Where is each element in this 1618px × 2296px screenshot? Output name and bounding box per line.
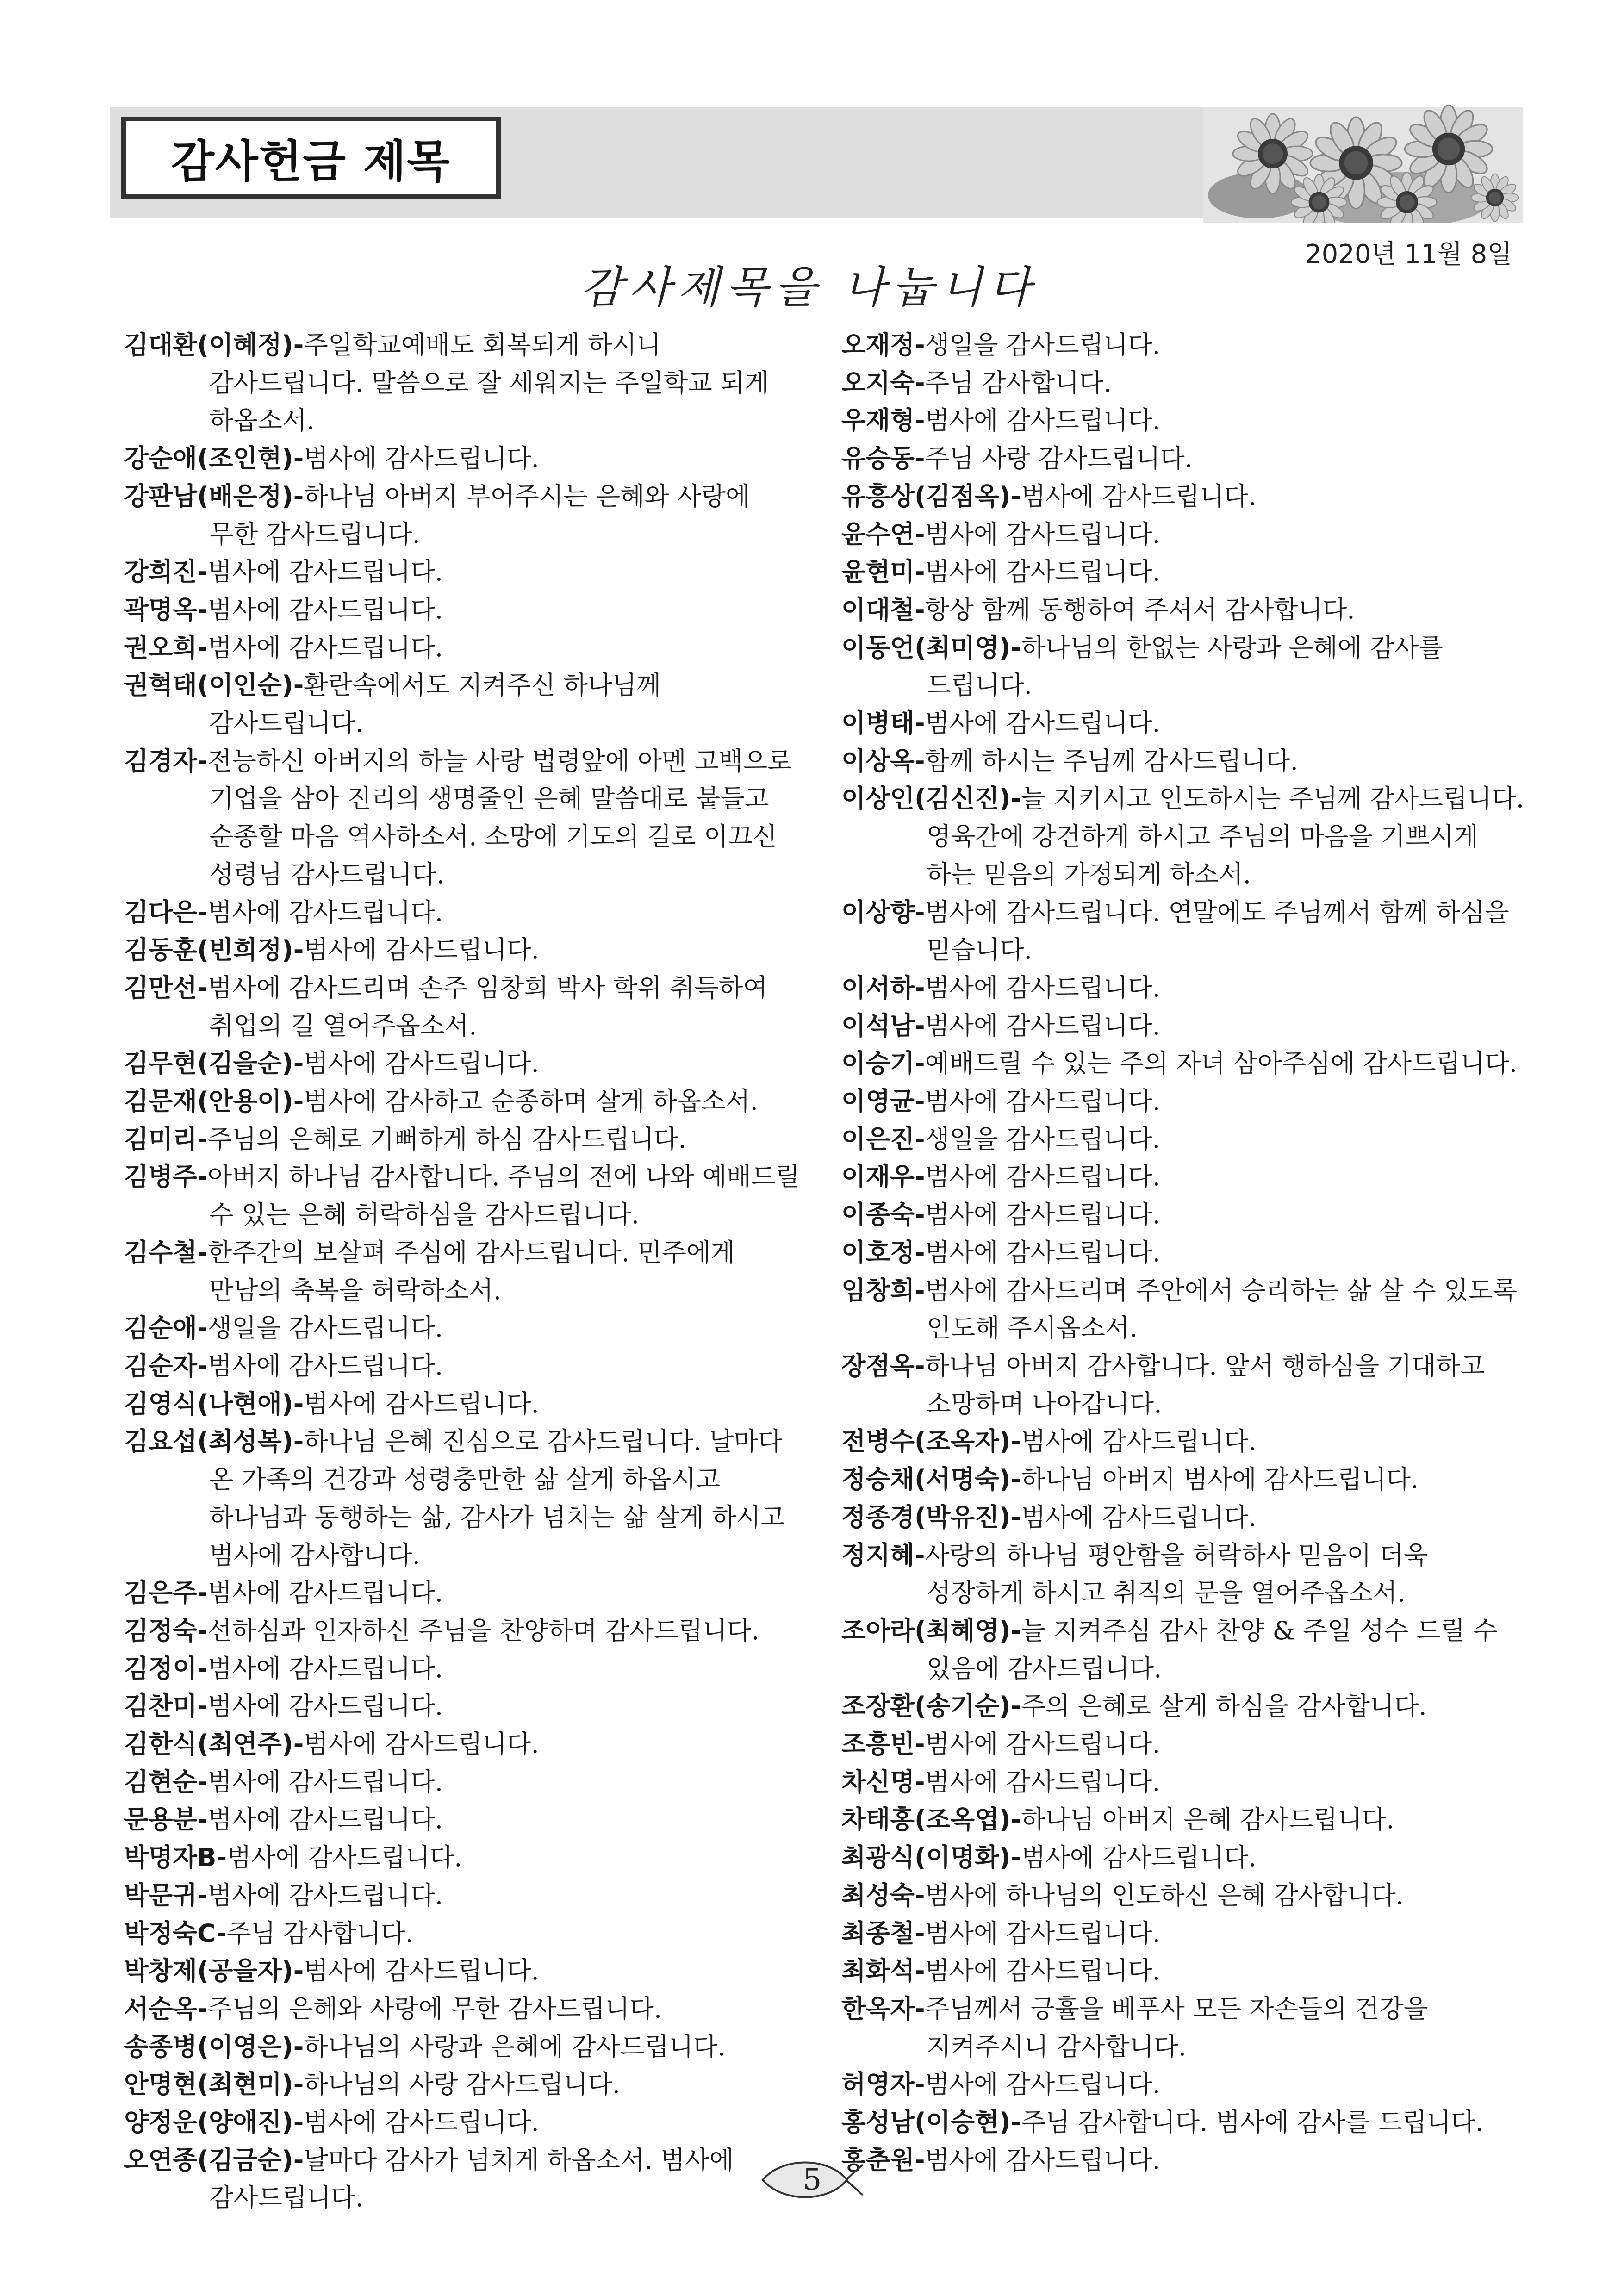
donor-name: 김순애-	[124, 1313, 208, 1343]
donor-entry	[841, 2066, 1526, 2103]
donor-entry	[124, 894, 804, 932]
donor-name: 양정운(양애진)-	[124, 2107, 304, 2137]
thanks-message: 주님 감사합니다. 범사에 감사를 드립니다.	[1021, 2107, 1484, 2137]
thanks-message: 주님 감사합니다.	[226, 1918, 413, 1948]
donor-entry	[841, 402, 1526, 440]
thanks-message: 범사에 감사드립니다.	[207, 1691, 443, 1721]
thanks-message: 한주간의 보살펴 주심에 감사드립니다. 민주에게 만남의 축복을 허락하소서.	[207, 1237, 735, 1305]
donor-entry	[841, 1763, 1526, 1801]
donor-name: 이승기-	[841, 1048, 925, 1078]
donor-entry	[841, 1007, 1526, 1045]
thanks-message: 범사에 감사드립니다.	[304, 935, 539, 965]
donor-name: 정종경(박유진)-	[841, 1502, 1021, 1532]
thanks-message: 범사에 감사드립니다.	[925, 405, 1161, 436]
donor-entry	[124, 1915, 804, 1953]
donor-entry	[841, 1990, 1526, 2066]
donor-entry	[124, 1083, 804, 1120]
donor-entry	[841, 591, 1526, 629]
thanks-message: 사랑의 하나님 평안함을 허락하사 믿음이 더욱 성장하게 하시고 취직의 문을 열어주옵소서.	[925, 1540, 1428, 1608]
donor-name: 오지숙-	[841, 367, 925, 398]
donor-name: 권혁태(이인순)-	[124, 670, 304, 700]
donor-entry	[124, 440, 804, 478]
donor-name: 김다은-	[124, 897, 208, 927]
thanks-message: 범사에 감사드립니다.	[304, 1388, 539, 1419]
donor-name: 안명현(최현미)-	[124, 2069, 304, 2099]
donor-name: 김경자-	[124, 746, 208, 776]
donor-name: 박정숙C-	[124, 1918, 227, 1948]
donor-entry	[124, 2103, 804, 2141]
thanks-message: 범사에 감사드립니다.	[207, 1578, 443, 1608]
donor-name: 허영자-	[841, 2069, 925, 2099]
donor-entry	[124, 1612, 804, 1650]
donor-name: 김수철-	[124, 1237, 208, 1267]
donor-entry	[124, 2066, 804, 2103]
donor-entry	[124, 1158, 804, 1233]
thanks-message: 선하심과 인자하신 주님을 찬양하며 감사드립니다.	[207, 1615, 759, 1645]
section-subtitle: 감사제목을 나눕니다	[580, 262, 1038, 313]
donor-name: 김영식(나현애)-	[124, 1388, 304, 1419]
donor-entry	[841, 2141, 1526, 2179]
donor-name: 최종철-	[841, 1918, 925, 1948]
thanks-message: 아버지 하나님 감사합니다. 주님의 전에 나와 예배드릴 수 있는 은혜 허락하심을 감사드립니다.	[207, 1162, 800, 1230]
donor-name: 윤수연-	[841, 519, 925, 549]
donor-name: 차신명-	[841, 1767, 925, 1797]
donor-name: 홍춘원-	[841, 2145, 925, 2175]
donor-entry	[124, 1877, 804, 1915]
donor-entry	[124, 931, 804, 969]
donor-name: 김병주-	[124, 1162, 208, 1192]
donor-entry	[124, 1234, 804, 1309]
donor-name: 강희진-	[124, 557, 208, 587]
donor-entry	[841, 1537, 1526, 1612]
thanks-message: 항상 함께 동행하여 주셔서 감사합니다.	[925, 594, 1355, 624]
donor-name: 이상옥-	[841, 746, 925, 776]
thanks-message: 범사에 감사드립니다.	[925, 1086, 1161, 1116]
donor-entry	[841, 1687, 1526, 1725]
donor-name: 김동훈(빈희정)-	[124, 935, 304, 965]
thanks-message: 예배드릴 수 있는 주의 자녀 삼아주심에 감사드립니다.	[925, 1048, 1518, 1078]
donor-name: 최광식(이명화)-	[841, 1842, 1021, 1873]
donor-name: 박창제(공을자)-	[124, 1956, 304, 1986]
thanks-message: 범사에 감사하고 순종하며 살게 하옵소서.	[304, 1086, 758, 1116]
thanks-message: 하나님의 사랑과 은혜에 감사드립니다.	[304, 2031, 726, 2061]
donor-name: 김대환(이혜정)-	[124, 330, 304, 360]
thanks-message: 범사에 감사드립니다.	[304, 2107, 539, 2137]
thanks-message: 범사에 감사드리며 손주 임창희 박사 학위 취득하여 취업의 길 열어주옵소서.	[207, 972, 768, 1040]
donor-entry	[124, 1839, 804, 1877]
issue-date: 2020년 11월 8일	[1305, 239, 1512, 269]
donor-entry	[841, 1801, 1526, 1839]
thanks-message: 범사에 감사드립니다.	[1021, 481, 1257, 511]
donor-entry	[841, 1083, 1526, 1120]
donor-name: 김무현(김을순)-	[124, 1048, 304, 1078]
donor-entry	[841, 478, 1526, 516]
donor-name: 김미리-	[124, 1124, 208, 1154]
thanks-message: 범사에 감사드립니다.	[925, 557, 1161, 587]
donor-name: 김만선-	[124, 972, 208, 1002]
donor-name: 우재형-	[841, 405, 925, 436]
title-box	[121, 117, 501, 199]
donor-entry	[841, 1915, 1526, 1953]
donor-entry	[124, 969, 804, 1045]
thanks-message: 하나님의 사랑 감사드립니다.	[304, 2069, 621, 2099]
donor-name: 김순자-	[124, 1350, 208, 1381]
donor-entry	[841, 1952, 1526, 1990]
thanks-message: 늘 지키시고 인도하시는 주님께 감사드립니다. 영육간에 강건하게 하시고 주님의 마음을 기쁘시게 하는 믿음의 가정되게 하소서.	[927, 784, 1525, 889]
thanks-message: 주님의 은혜로 기뻐하게 하심 감사드립니다.	[207, 1124, 686, 1154]
donor-name: 정지혜-	[841, 1540, 925, 1570]
donor-entry	[124, 1120, 804, 1158]
thanks-message: 주의 은혜로 살게 하심을 감사합니다.	[1021, 1691, 1427, 1721]
thanks-message: 생일을 감사드립니다.	[925, 1124, 1161, 1154]
donor-entry	[841, 440, 1526, 478]
donor-name: 이재우-	[841, 1162, 925, 1192]
thanks-message: 하나님 아버지 감사합니다. 앞서 행하심을 기대하고 소망하며 나아갑니다.	[925, 1350, 1485, 1419]
donor-entry	[124, 666, 804, 742]
thanks-message: 하나님 은혜 진심으로 감사드립니다. 날마다 온 가족의 건강과 성령충만한 삶 살게 하옵시고 하나님과 동행하는 삶, 감사가 넘치는 삶 살게 하시고 범사에 감사합니다.	[209, 1426, 785, 1570]
donor-entry	[841, 2103, 1526, 2141]
donor-name: 이석남-	[841, 1010, 925, 1040]
thanks-message: 범사에 감사드립니다.	[925, 1237, 1161, 1267]
right-column	[841, 326, 1526, 2179]
donor-name: 김현순-	[124, 1767, 208, 1797]
donor-name: 문용분-	[124, 1804, 208, 1835]
thanks-message: 주님 감사합니다.	[925, 367, 1112, 398]
donor-name: 홍성남(이승현)-	[841, 2107, 1021, 2137]
thanks-message: 주님 사랑 감사드립니다.	[925, 443, 1193, 473]
thanks-message: 범사에 감사드립니다.	[304, 1729, 539, 1759]
thanks-message: 범사에 감사드립니다.	[1021, 1502, 1257, 1532]
donor-name: 유승동-	[841, 443, 925, 473]
donor-entry	[841, 742, 1526, 780]
thanks-message: 날마다 감사가 넘치게 하옵소서. 범사에 감사드립니다.	[209, 2145, 734, 2213]
thanks-message: 하나님 아버지 부어주시는 은혜와 사랑에 무한 감사드립니다.	[209, 481, 750, 549]
donor-name: 이상향-	[841, 897, 925, 927]
donor-entry	[124, 478, 804, 553]
donor-entry	[124, 1574, 804, 1612]
donor-entry	[841, 1839, 1526, 1877]
thanks-message: 범사에 감사드립니다.	[207, 1767, 443, 1797]
donor-entry	[124, 1952, 804, 1990]
donor-entry	[841, 1120, 1526, 1158]
thanks-message: 범사에 감사드립니다.	[925, 2145, 1161, 2175]
donor-name: 조흥빈-	[841, 1729, 925, 1759]
sunflower-bouquet-icon	[1203, 103, 1523, 223]
donor-name: 조아라(최혜영)-	[841, 1615, 1021, 1645]
donor-name: 송종병(이영은)-	[124, 2031, 304, 2061]
donor-entry	[841, 1158, 1526, 1196]
donor-entry	[841, 969, 1526, 1007]
page-number: 5	[803, 2163, 822, 2197]
thanks-message: 범사에 감사드립니다.	[925, 1010, 1161, 1040]
donor-entry	[841, 780, 1526, 893]
donor-name: 곽명옥-	[124, 594, 208, 624]
donor-entry	[124, 629, 804, 667]
page-number-badge	[759, 2154, 865, 2205]
donor-name: 오재정-	[841, 330, 925, 360]
thanks-message: 주님께서 긍휼을 베푸사 모든 자손들의 건강을 지켜주시니 감사합니다.	[925, 1993, 1428, 2061]
thanks-message: 범사에 감사드립니다.	[207, 594, 443, 624]
thanks-message: 범사에 감사드립니다.	[304, 443, 539, 473]
donor-entry	[841, 1423, 1526, 1461]
thanks-message: 주일학교예배도 회복되게 하시니 감사드립니다. 말씀으로 잘 세워지는 주일학교 되게 하옵소서.	[209, 330, 769, 436]
donor-entry	[124, 1687, 804, 1725]
thanks-message: 범사에 감사드립니다.	[207, 1653, 443, 1683]
thanks-message: 함께 하시는 주님께 감사드립니다.	[925, 746, 1298, 776]
donor-name: 이호정-	[841, 1237, 925, 1267]
thanks-message: 환란속에서도 지켜주신 하나님께 감사드립니다.	[209, 670, 661, 738]
donor-name: 이상인(김신진)-	[841, 784, 1021, 814]
donor-name: 최화석-	[841, 1956, 925, 1986]
donor-name: 전병수(조옥자)-	[841, 1426, 1021, 1456]
donor-entry	[124, 742, 804, 894]
donor-name: 박문귀-	[124, 1880, 208, 1910]
thanks-message: 범사에 감사드립니다. 연말에도 주님께서 함께 하심을 믿습니다.	[925, 897, 1509, 965]
thanks-message: 전능하신 아버지의 하늘 사랑 법령앞에 아멘 고백으로 기업을 삼아 진리의 생명줄인 은혜 말씀대로 붙들고 순종할 마음 역사하소서. 소망에 기도의 길로 이끄신 성령님 감사드립니다.	[207, 746, 792, 889]
thanks-message: 범사에 감사드립니다.	[925, 519, 1161, 549]
thanks-message: 범사에 감사드립니다.	[207, 632, 443, 662]
donor-name: 강판남(배은정)-	[124, 481, 304, 511]
donor-entry	[124, 1423, 804, 1574]
donor-name: 이병태-	[841, 708, 925, 738]
donor-entry	[841, 326, 1526, 364]
donor-name: 이은진-	[841, 1124, 925, 1154]
donor-entry	[841, 553, 1526, 591]
thanks-message: 범사에 감사드립니다.	[207, 557, 443, 587]
donor-name: 김정이-	[124, 1653, 208, 1683]
thanks-message: 범사에 감사드립니다.	[925, 1956, 1161, 1986]
thanks-message: 범사에 감사드립니다.	[925, 1729, 1161, 1759]
donor-name: 박명자B-	[124, 1842, 227, 1873]
thanks-message: 범사에 감사드립니다.	[207, 1350, 443, 1381]
donor-name: 권오희-	[124, 632, 208, 662]
thanks-message: 범사에 감사드립니다.	[925, 972, 1161, 1002]
thanks-message: 범사에 하나님의 인도하신 은혜 감사합니다.	[925, 1880, 1404, 1910]
donor-name: 이동언(최미영)-	[841, 632, 1021, 662]
donor-entry	[841, 1045, 1526, 1083]
left-column	[124, 326, 804, 2217]
thanks-message: 범사에 감사드립니다.	[925, 1200, 1161, 1230]
thanks-message: 범사에 감사드립니다.	[207, 1804, 443, 1835]
donor-entry	[124, 1347, 804, 1385]
thanks-message: 범사에 감사드립니다.	[207, 1880, 443, 1910]
thanks-message: 주님의 은혜와 사랑에 무한 감사드립니다.	[207, 1993, 662, 2023]
thanks-message: 범사에 감사드립니다.	[304, 1048, 539, 1078]
thanks-message: 범사에 감사드립니다.	[1021, 1842, 1257, 1873]
thanks-message: 생일을 감사드립니다.	[925, 330, 1161, 360]
donor-entry	[841, 1234, 1526, 1272]
donor-name: 차태홍(조옥엽)-	[841, 1804, 1021, 1835]
donor-entry	[124, 553, 804, 591]
donor-name: 최성숙-	[841, 1880, 925, 1910]
thanks-message: 범사에 감사드립니다.	[925, 1767, 1161, 1797]
donor-entry	[124, 1309, 804, 1347]
donor-name: 임창희-	[841, 1275, 925, 1305]
thanks-message: 범사에 감사드립니다.	[925, 708, 1161, 738]
thanks-message: 범사에 감사드립니다.	[925, 1918, 1161, 1948]
donor-entry	[124, 1725, 804, 1763]
donor-entry	[841, 1725, 1526, 1763]
donor-entry	[124, 326, 804, 440]
donor-entry	[841, 516, 1526, 554]
thanks-message: 생일을 감사드립니다.	[207, 1313, 443, 1343]
thanks-message: 하나님 아버지 범사에 감사드립니다.	[1021, 1464, 1419, 1494]
thanks-message: 범사에 감사드립니다.	[227, 1842, 462, 1873]
donor-name: 김한식(최연주)-	[124, 1729, 304, 1759]
donor-entry	[841, 1461, 1526, 1499]
donor-name: 오연종(김금순)-	[124, 2145, 304, 2175]
donor-entry	[124, 2028, 804, 2066]
donor-name: 김정숙-	[124, 1615, 208, 1645]
donor-entry	[124, 1801, 804, 1839]
donor-name: 윤현미-	[841, 557, 925, 587]
thanks-message: 범사에 감사드립니다.	[1021, 1426, 1257, 1456]
donor-name: 서순옥-	[124, 1993, 208, 2023]
donor-entry	[841, 364, 1526, 402]
thanks-message: 범사에 감사드립니다.	[925, 1162, 1161, 1192]
donor-name: 김요섭(최성복)-	[124, 1426, 304, 1456]
donor-entry	[841, 894, 1526, 969]
donor-name: 정승채(서명숙)-	[841, 1464, 1021, 1494]
donor-entry	[841, 1196, 1526, 1234]
donor-entry	[841, 1877, 1526, 1915]
donor-name: 한옥자-	[841, 1993, 925, 2023]
donor-entry	[124, 1763, 804, 1801]
donor-name: 이대철-	[841, 594, 925, 624]
donor-entry	[841, 629, 1526, 704]
thanks-message: 하나님 아버지 은혜 감사드립니다.	[1021, 1804, 1394, 1835]
donor-name: 김문재(안용이)-	[124, 1086, 304, 1116]
donor-name: 이서하-	[841, 972, 925, 1002]
thanks-message: 범사에 감사드리며 주안에서 승리하는 삶 살 수 있도록 인도해 주시옵소서.	[925, 1275, 1518, 1343]
donor-name: 이영균-	[841, 1086, 925, 1116]
donor-entry	[124, 1045, 804, 1083]
donor-name: 유흥상(김점옥)-	[841, 481, 1021, 511]
thanks-message: 범사에 감사드립니다.	[304, 1956, 539, 1986]
donor-entry	[841, 1347, 1526, 1423]
donor-entry	[124, 591, 804, 629]
page-title: 감사헌금 제목	[171, 135, 451, 187]
donor-name: 조장환(송기순)-	[841, 1691, 1021, 1721]
donor-name: 김찬미-	[124, 1691, 208, 1721]
donor-entry	[841, 704, 1526, 742]
donor-entry	[841, 1612, 1526, 1687]
donor-name: 김은주-	[124, 1578, 208, 1608]
donor-entry	[841, 1499, 1526, 1537]
thanks-message: 늘 지켜주심 감사 찬양 & 주일 성수 드릴 수 있음에 감사드립니다.	[927, 1615, 1498, 1683]
thanks-message: 범사에 감사드립니다.	[207, 897, 443, 927]
thanks-message: 범사에 감사드립니다.	[925, 2069, 1161, 2099]
donor-entry	[841, 1272, 1526, 1347]
donor-name: 강순애(조인현)-	[124, 443, 304, 473]
donor-name: 장점옥-	[841, 1350, 925, 1381]
donor-entry	[124, 1650, 804, 1688]
thanks-message: 하나님의 한없는 사랑과 은혜에 감사를 드립니다.	[927, 632, 1443, 700]
donor-entry	[124, 1385, 804, 1423]
donor-entry	[124, 2141, 804, 2217]
donor-entry	[124, 1990, 804, 2028]
donor-name: 이종숙-	[841, 1200, 925, 1230]
